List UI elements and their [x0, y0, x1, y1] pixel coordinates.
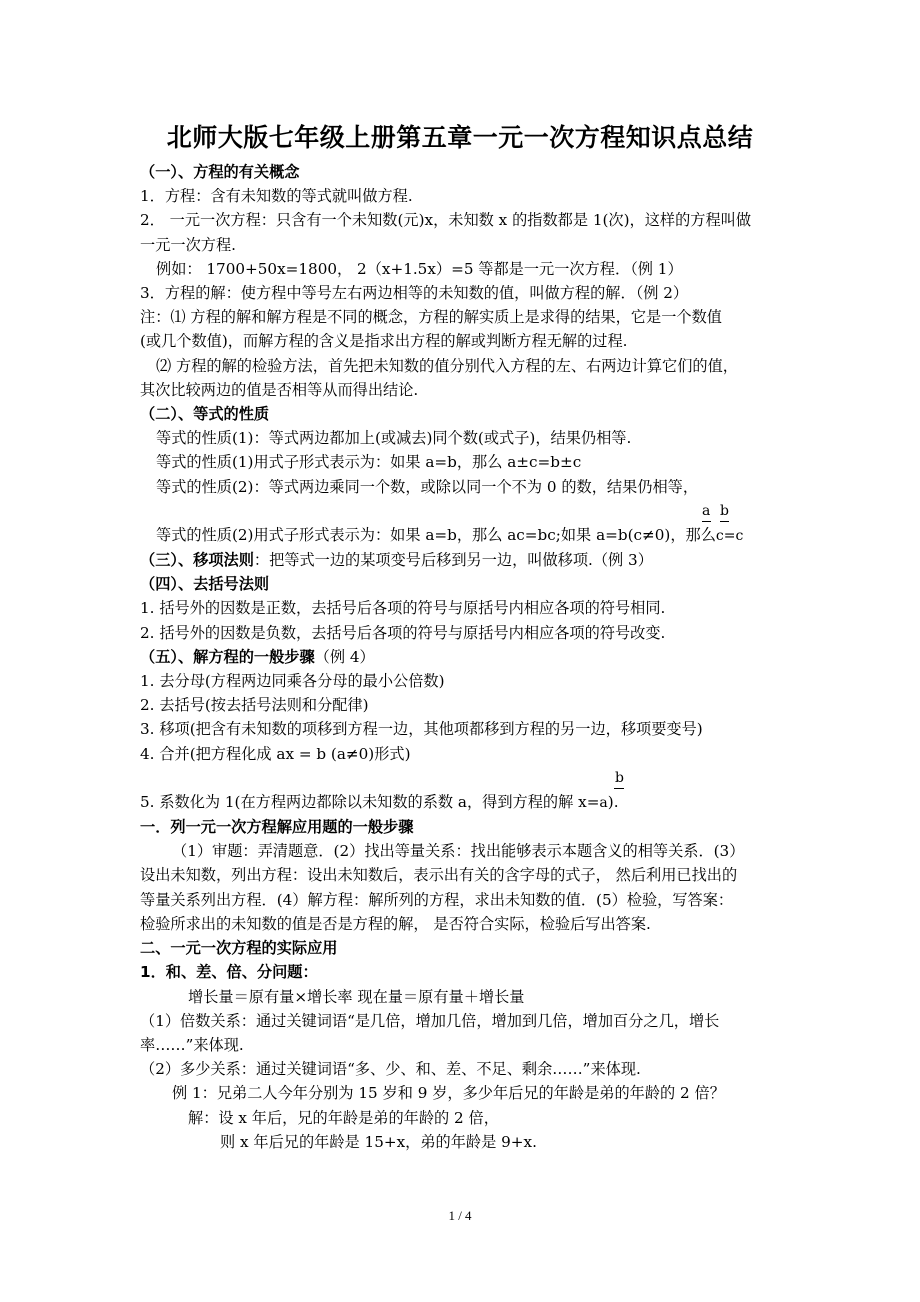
fraction-denominators: c=c: [715, 527, 744, 544]
step-line: 4. 合并(把方程化成 ax = b (a≠0)形式): [140, 744, 411, 763]
step-line: [140, 790, 786, 815]
paragraph: 2. 括号外的因数是负数，去括号后各项的符号与原括号内相应各项的符号改变.: [140, 623, 666, 642]
fraction-numerator-b: b: [720, 502, 729, 519]
section-3: [140, 548, 786, 572]
paragraph: 3．方程的解：使方程中等号左右两边相等的未知数的值，叫做方程的解．（例 2）: [140, 284, 689, 303]
paragraph: 等式的性质(2)：等式两边乘同一个数，或除以同一个不为 0 的数，结果仍相等，: [156, 477, 699, 496]
fraction-denominator-a: a: [599, 794, 608, 811]
fraction-numerator-a: a: [702, 502, 711, 519]
section-heading-4: （四）、去括号法则: [140, 575, 270, 594]
note-line: ⑵ 方程的解的检验方法，首先把未知数的值分别代入方程的左、右两边计算它们的值，: [156, 356, 738, 375]
part-heading-1: 一．列一元一次方程解应用题的一般步骤: [140, 818, 414, 837]
step-text: 5. 系数化为 1(在方程两边都除以未知数的系数 a，得到方程的解 x=: [140, 792, 600, 811]
fraction-bar: [614, 788, 624, 789]
fraction-numerators: [140, 499, 786, 523]
paragraph: [140, 523, 786, 548]
section-5-heading-tail: （例 4）: [314, 647, 375, 666]
solution-line: 则 x 年后兄的年龄是 15+x，弟的年龄是 9+x.: [220, 1132, 537, 1151]
step-line: 2. 去括号(按去括号法则和分配律): [140, 696, 369, 715]
page-title: 北师大版七年级上册第五章一元一次方程知识点总结: [166, 123, 754, 152]
paragraph: 等量关系列出方程．(4）解方程：解所列的方程，求出未知数的值．(5）检验，写答案：: [140, 890, 734, 909]
paragraph: 率……”来体现.: [140, 1035, 244, 1054]
step-line: 3. 移项(把含有未知数的项移到方程一边，其他项都移到方程的另一边，移项要变号): [140, 720, 703, 739]
paragraph: 1. 括号外的因数是正数，去括号后各项的符号与原括号内相应各项的符号相同.: [140, 599, 666, 618]
paragraph: 2． 一元一次方程：只含有一个未知数(元)x，未知数 x 的指数都是 1(次)，这样的方程叫做: [140, 211, 752, 230]
paragraph: （2）多少关系：通过关键词语“多、少、和、差、不足、剩余……”来体现.: [140, 1060, 641, 1079]
formula-line: 增长量＝原有量×增长率 现在量＝原有量＋增长量: [188, 987, 525, 1006]
example-line: 例如： 1700+50x=1800， 2（x+1.5x）=5 等都是一元一次方程．（例 1）: [156, 259, 683, 278]
paragraph: 一元一次方程.: [140, 235, 236, 254]
page-number: 1 / 4: [448, 1208, 472, 1223]
section-heading-2: （二）、等式的性质: [140, 405, 270, 424]
paragraph: （1）审题：弄清题意．(2）找出等量关系：找出能够表示本题含义的相等关系．(3）: [172, 842, 745, 861]
paragraph-text: 等式的性质(2)用式子形式表示为：如果 a=b，那么 ac=bc;如果 a=b(c≠0)，那么: [156, 525, 716, 544]
part-heading-2: 二、一元一次方程的实际应用: [140, 939, 338, 958]
fraction-bar: [720, 521, 729, 522]
step-line: 1. 去分母(方程两边同乘各分母的最小公倍数): [140, 672, 445, 691]
fraction-numerator-b: b: [615, 769, 624, 786]
paragraph: 检验所求出的未知数的值是否是方程的解， 是否符合实际，检验后写出答案.: [140, 914, 651, 933]
subheading: 1．和、差、倍、分问题：: [140, 963, 318, 982]
section-heading-5: （五）、解方程的一般步骤: [140, 647, 315, 666]
section-5-heading-line: [140, 645, 786, 669]
fraction-numerator-line: [140, 766, 786, 790]
paragraph: 设出未知数，列出方程：设出未知数后，表示出有关的含字母的式子， 然后利用已找出的: [140, 866, 738, 885]
section-3-text: ：把等式一边的某项变号后移到另一边，叫做移项.（例 3）: [253, 551, 653, 570]
note-line: 注：⑴ 方程的解和解方程是不同的概念，方程的解实质上是求得的结果，它是一个数值: [140, 308, 722, 327]
paragraph: （1）倍数关系：通过关键词语“是几倍，增加几倍，增加到几倍，增加百分之几，增长: [140, 1011, 720, 1030]
example-line: 例 1：兄弟二人今年分别为 15 岁和 9 岁，多少年后兄的年龄是弟的年龄的 2 倍？: [172, 1084, 725, 1103]
paragraph: 等式的性质(1)用式子形式表示为：如果 a=b，那么 a±c=b±c: [156, 453, 582, 472]
step-tail: ).: [607, 792, 619, 811]
note-line: (或几个数值)，而解方程的含义是指求出方程的解或判断方程无解的过程.: [140, 332, 628, 351]
solution-line: 解：设 x 年后，兄的年龄是弟的年龄的 2 倍，: [188, 1108, 499, 1127]
paragraph: 1．方程：含有未知数的等式就叫做方程.: [140, 187, 413, 206]
document-body: [140, 160, 786, 1154]
paragraph: 等式的性质(1)：等式两边都加上(或减去)同个数(或式子)，结果仍相等.: [156, 429, 632, 448]
section-heading-1: （一）、方程的有关概念: [140, 163, 300, 181]
fraction-bar: [702, 521, 711, 522]
note-line: 其次比较两边的值是否相等从而得出结论.: [140, 380, 419, 399]
section-heading-3: （三）、移项法则: [140, 551, 254, 570]
